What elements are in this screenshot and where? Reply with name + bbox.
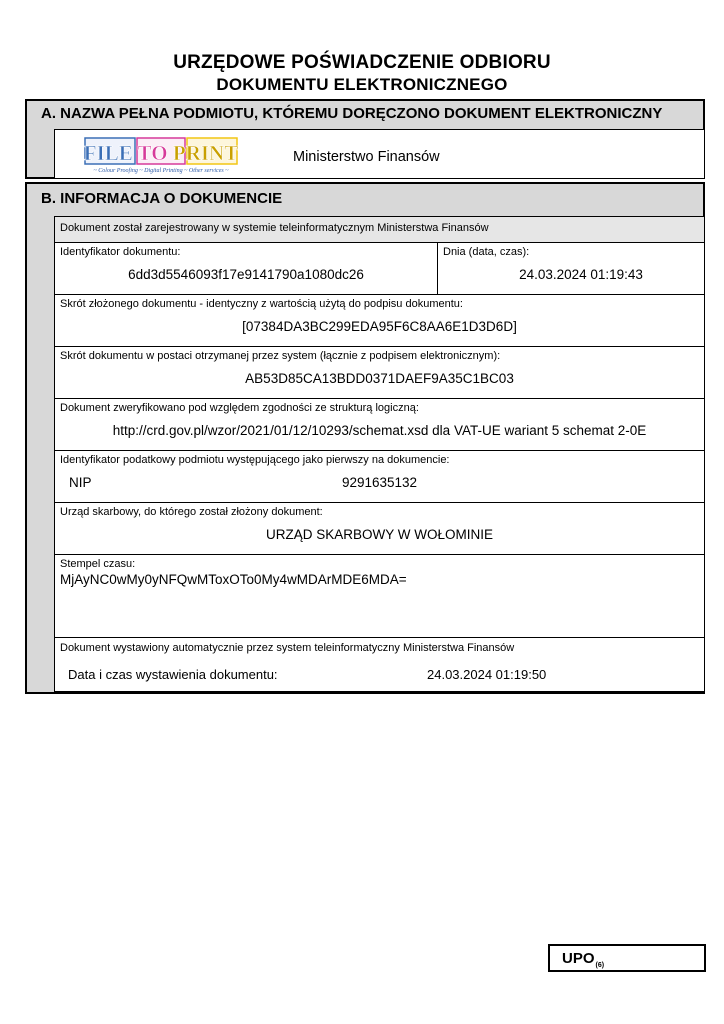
tax-office-label: Urząd skarbowy, do którego został złożony dokument:: [60, 506, 323, 518]
schema-label: Dokument zweryfikowano pod względem zgodności ze strukturą logiczną:: [60, 402, 419, 414]
recipient-name: Ministerstwo Finansów: [293, 149, 440, 165]
tax-id-cell: [54, 450, 705, 503]
submitted-hash-label: Skrót złożonego dokumentu - identyczny z wartością użytą do podpisu dokumentu:: [60, 298, 463, 310]
date-label: Dnia (data, czas):: [443, 246, 530, 258]
logo-wordmark: FILE TO PRINT: [83, 141, 239, 165]
tax-id-label: Identyfikator podatkowy podmiotu występującego jako pierwszy na dokumencie:: [60, 454, 450, 466]
submitted-hash-cell: [54, 294, 705, 347]
section-a: [25, 99, 705, 179]
date-value: 24.03.2024 01:19:43: [519, 267, 643, 282]
section-a-heading: A. NAZWA PEŁNA PODMIOTU, KTÓREMU DORĘCZONO DOKUMENT ELEKTRONICZNY: [41, 105, 663, 122]
schema-value: http://crd.gov.pl/wzor/2021/01/12/10293/schemat.xsd dla VAT-UE wariant 5 schemat 2-0E: [112, 423, 647, 438]
tax-id-type: NIP: [69, 475, 92, 490]
timestamp-cell: [54, 554, 705, 638]
document-id-value: 6dd3d5546093f17e9141790a1080dc26: [128, 267, 364, 282]
form-code-version: (6): [595, 962, 605, 969]
issued-note: Dokument wystawiony automatycznie przez system teleinformatyczny Ministerstwa Finansów: [60, 642, 515, 654]
form-code: [562, 950, 604, 969]
received-hash-value: AB53D85CA13BDD0371DAEF9A35C1BC03: [245, 371, 514, 386]
timestamp-label: Stempel czasu:: [60, 558, 136, 570]
document-title: URZĘDOWE POŚWIADCZENIE ODBIORU: [173, 52, 551, 73]
registered-note-row: [54, 216, 705, 243]
received-hash-label: Skrót dokumentu w postaci otrzymanej przez system (łącznie z podpisem elektronicznym):: [60, 350, 501, 362]
issued-label: Data i czas wystawienia dokumentu:: [68, 667, 278, 682]
form-code-name: UPO: [562, 950, 595, 967]
section-b: [25, 182, 705, 694]
tax-office-cell: [54, 502, 705, 555]
document-id-cell: [54, 242, 438, 295]
form-code-box: [548, 944, 706, 972]
tax-id-value: 9291635132: [341, 475, 418, 490]
section-b-heading: B. INFORMACJA O DOKUMENCIE: [41, 190, 283, 207]
timestamp-value: MjAyNC0wMy0yNFQwMToxOTo0My4wMDArMDE6MDA=: [60, 572, 407, 587]
document-id-label: Identyfikator dokumentu:: [60, 246, 181, 258]
date-cell: [437, 242, 705, 295]
recipient-box: [54, 129, 705, 179]
logo-tagline: ~ Colour Proofing ~ Digital Printing ~ Other services ~: [93, 168, 229, 174]
schema-cell: [54, 398, 705, 451]
registered-note: Dokument został zarejestrowany w systemie teleinformatycznym Ministerstwa Finansów: [60, 222, 489, 234]
issued-cell: [54, 637, 705, 692]
received-hash-cell: [54, 346, 705, 399]
document-subtitle: DOKUMENTU ELEKTRONICZNEGO: [216, 75, 508, 94]
submitted-hash-value: [07384DA3BC299EDA95F6C8AA6E1D3D6D]: [242, 319, 517, 334]
file-to-print-logo: [83, 136, 243, 174]
issued-date: 24.03.2024 01:19:50: [427, 667, 547, 682]
tax-office-value: URZĄD SKARBOWY W WOŁOMINIE: [265, 527, 493, 542]
